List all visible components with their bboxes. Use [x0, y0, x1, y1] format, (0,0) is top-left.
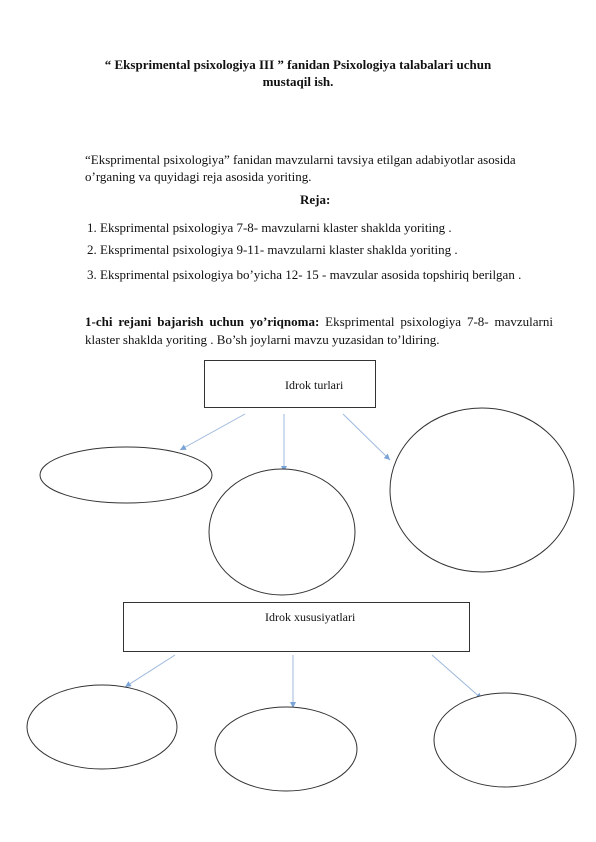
cluster1-ellipse-center — [209, 469, 355, 595]
title-line-2: mustaqil ish. — [262, 74, 334, 89]
title-line-1: “ Eksprimental psixologiya III ” fanidan Psixologiya talabalari uchun — [104, 57, 492, 72]
arrow-2-left — [125, 655, 175, 687]
cluster2-ellipse-right — [434, 693, 576, 787]
plan-item-1: 1. Eksprimental psixologiya 7-8- mavzularni klaster shaklda yoriting . — [87, 220, 452, 235]
plan-item-3: 3. Eksprimental psixologiya bo’yicha 12- 15 - mavzular asosida topshiriq berilgan . — [87, 267, 522, 282]
cluster2-ellipse-center — [215, 707, 357, 791]
arrow-1-right — [343, 414, 390, 460]
cluster2-header-box — [123, 602, 470, 652]
plan-heading: Reja: — [300, 192, 331, 207]
cluster1-ellipse-left — [40, 447, 212, 503]
cluster2-ellipse-left — [27, 685, 177, 769]
intro-paragraph: “Eksprimental psixologiya” fanidan mavzularni tavsiya etilgan adabiyotlar asosida o’rganing va quyidagi reja asosida yoriting. — [85, 152, 516, 184]
arrow-1-left — [180, 414, 245, 450]
cluster1-ellipse-right — [390, 408, 574, 572]
instruction-bold: 1-chi rejani bajarish uchun yo’riqnoma: — [85, 314, 320, 329]
instruction-text: Eksprimental psixologiya 7-8- mavzularni klaster shaklda yoriting . Bo’sh joylarni mavzu yuzasidan to’ldiring. — [85, 314, 553, 347]
cluster2-label: Idrok xususiyatlari — [265, 610, 356, 624]
cluster1-label: Idrok turlari — [285, 378, 344, 392]
cluster1-header-box — [204, 360, 376, 408]
arrow-2-right — [432, 655, 482, 699]
plan-item-2: 2. Eksprimental psixologiya 9-11- mavzularni klaster shaklda yoriting . — [87, 242, 458, 257]
